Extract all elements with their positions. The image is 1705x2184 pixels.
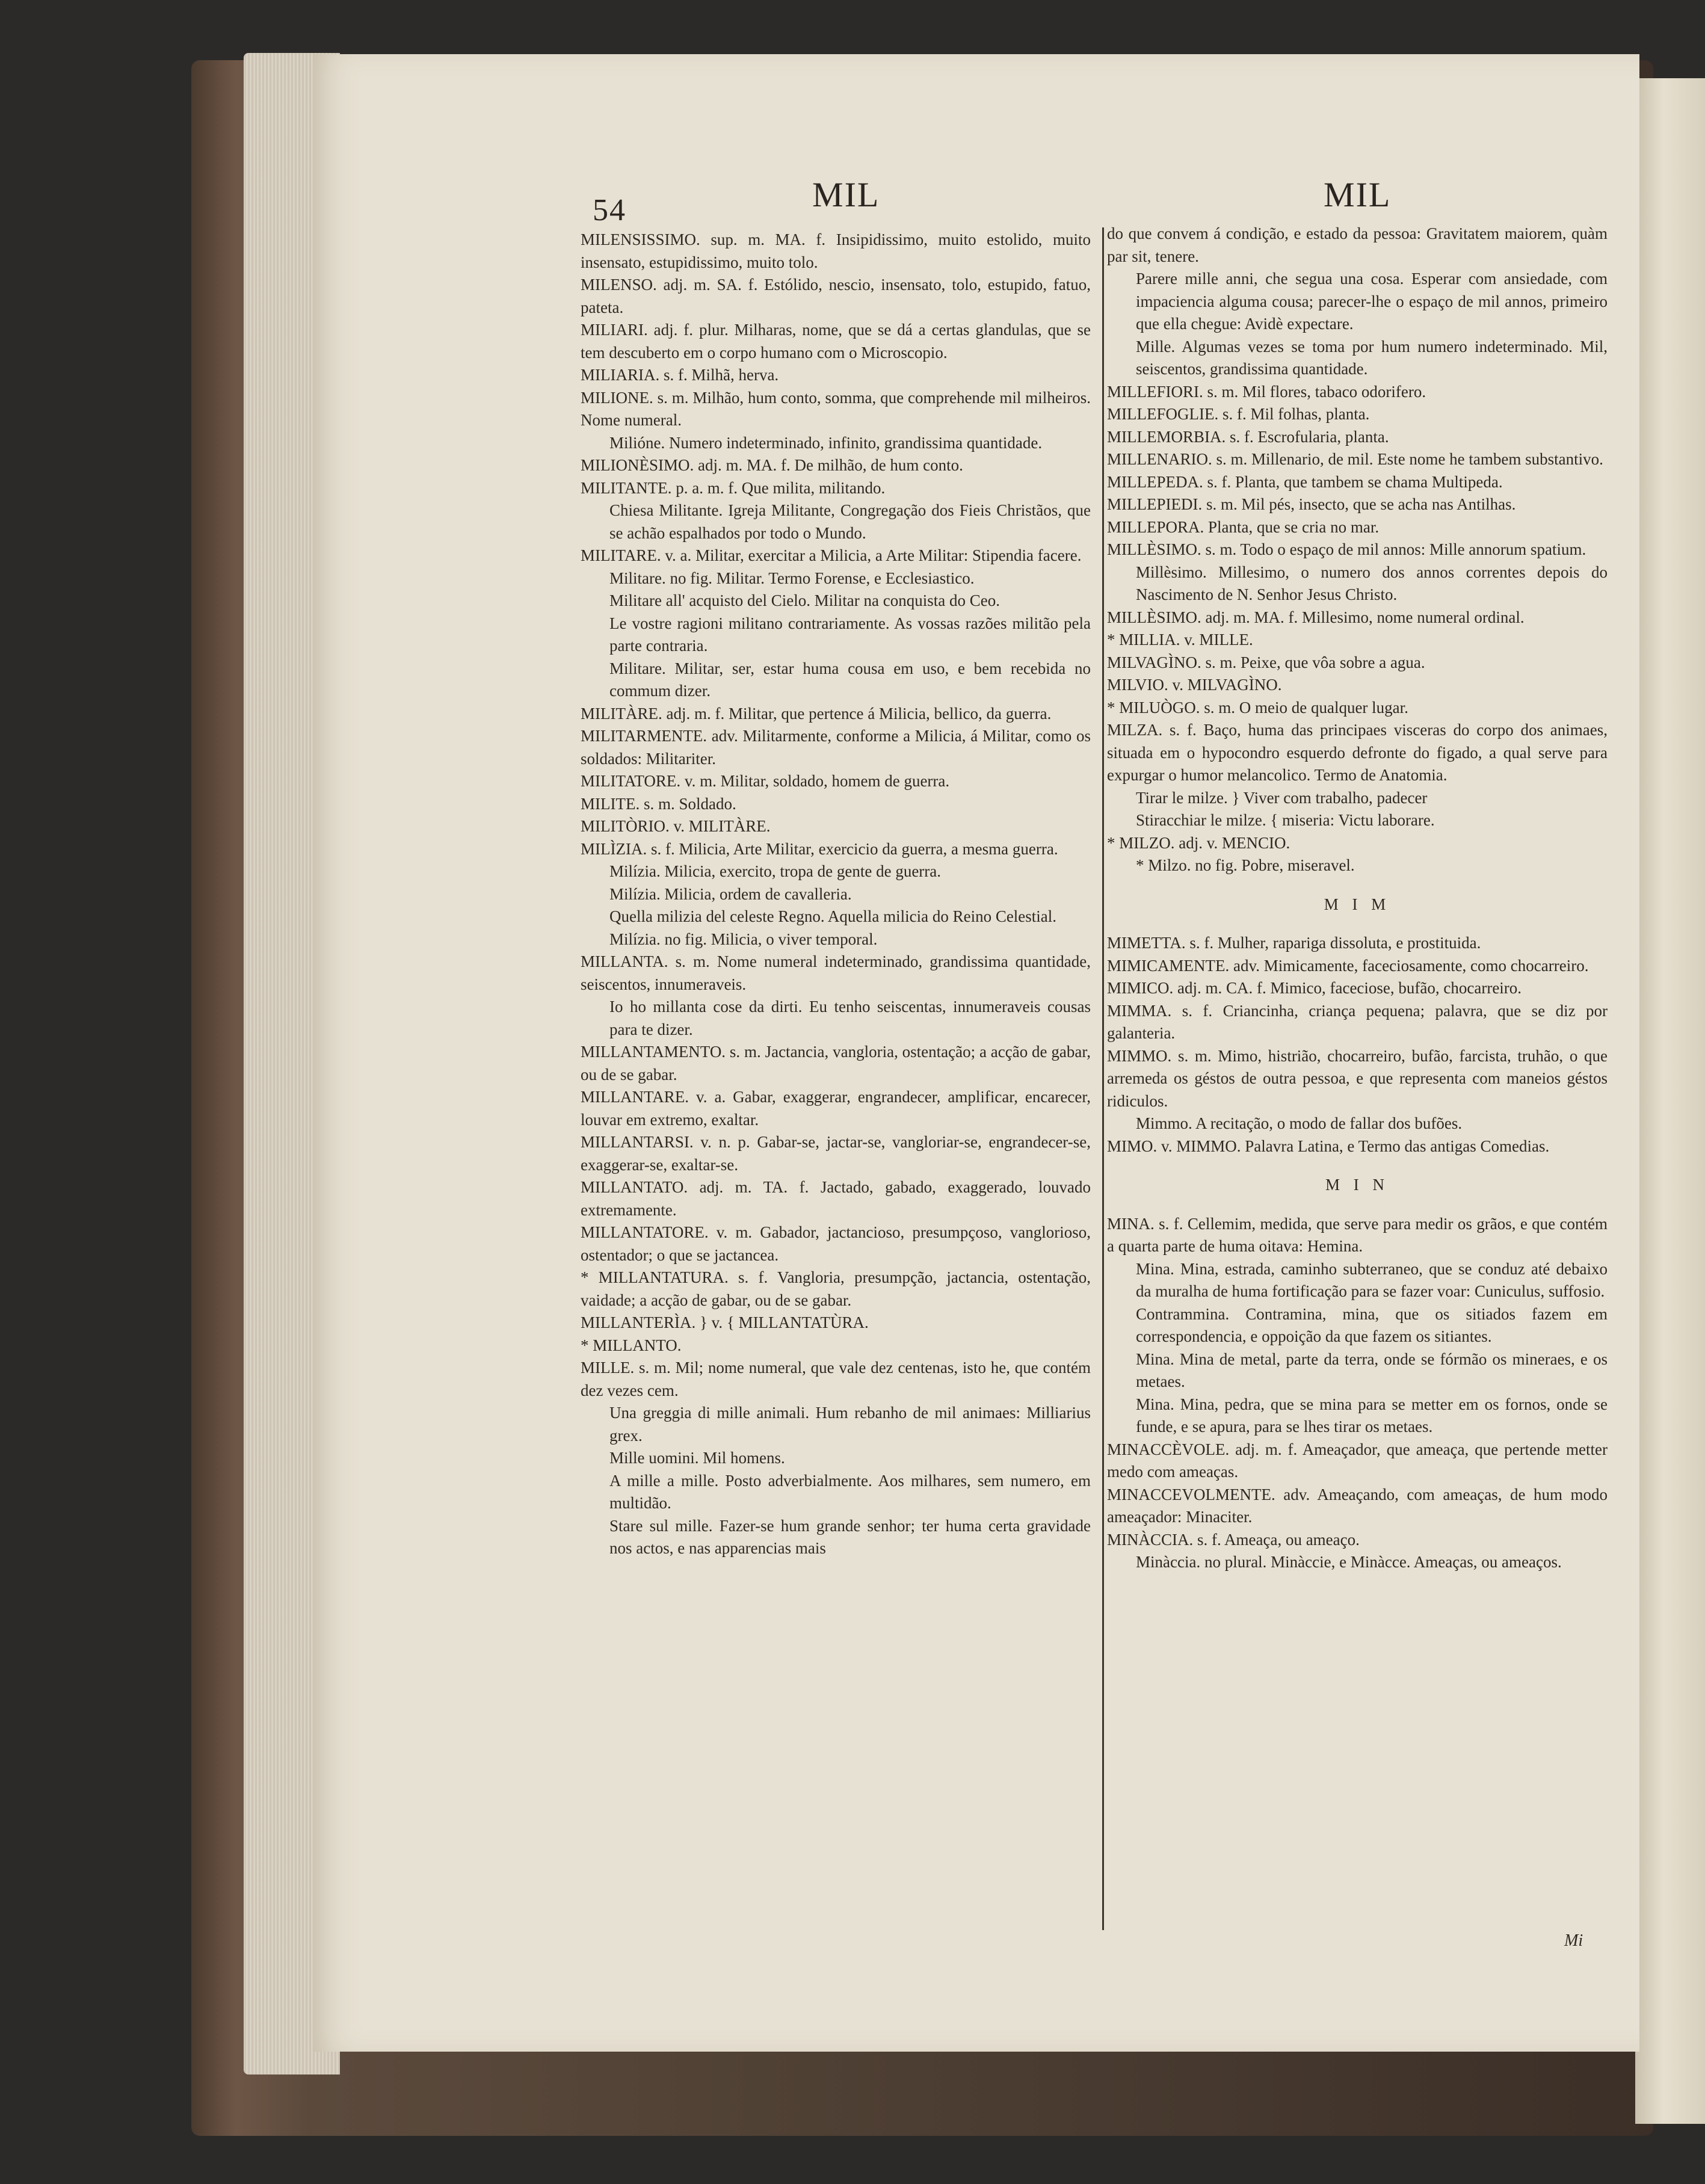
dictionary-entry: MILIONÈSIMO. adj. m. MA. f. De milhão, de hum conto. <box>581 456 963 474</box>
dictionary-entry: MIMETTA. s. f. Mulher, rapariga dissoluta, e prostituida. <box>1107 934 1481 952</box>
dictionary-entry: MILIONE. s. m. Milhão, hum conto, somma, que comprehende mil milheiros. Nome numeral. <box>581 388 1091 429</box>
dictionary-entry: MILIARIA. s. f. Milhã, herva. <box>581 366 779 384</box>
dictionary-entry: MILLÈSIMO. adj. m. MA. f. Millesimo, nome numeral ordinal. <box>1107 608 1525 626</box>
dictionary-entry: Mille. Algumas vezes se toma por hum numero indeterminado. Mil, seiscentos, grandissima quantidade. <box>1136 337 1608 378</box>
dictionary-entry: MILLEFIORI. s. m. Mil flores, tabaco odorifero. <box>1107 382 1426 401</box>
dictionary-entry: Militare all' acquisto del Cielo. Militar na conquista do Ceo. <box>609 591 1000 609</box>
section-heading: M I M <box>1324 895 1391 913</box>
dictionary-entry: MILLEFOGLIE. s. f. Mil folhas, planta. <box>1107 405 1370 423</box>
dictionary-entry: MIMICO. adj. m. CA. f. Mimico, faceciose, bufão, chocarreiro. <box>1107 979 1522 997</box>
dictionary-entry: Una greggia di mille animali. Hum rebanho de mil animaes: Milliarius grex. <box>609 1404 1091 1445</box>
dictionary-entry: MIMO. v. MIMMO. Palavra Latina, e Termo das antigas Comedias. <box>1107 1137 1550 1155</box>
dictionary-entry: MILITARE. v. a. Militar, exercitar a Milicia, a Arte Militar: Stipendia facere. <box>581 546 1082 564</box>
dictionary-entry: * MILLANTATURA. s. f. Vangloria, presumpção, jactancia, ostentação, vaidade; a acção de gabar, ou de se gabar. <box>581 1268 1091 1309</box>
dictionary-entry: Mina. Mina, pedra, que se mina para se metter em os fornos, onde se funde, e se apura, para se lhes tirar os metaes. <box>1136 1395 1608 1436</box>
dictionary-entry: MIMMA. s. f. Criancinha, criança pequena; palavra, que se diz por galanteria. <box>1107 1001 1608 1042</box>
dictionary-entry: MILITE. s. m. Soldado. <box>581 794 736 813</box>
dictionary-entry: MILÌZIA. s. f. Milicia, Arte Militar, exercicio da guerra, a mesma guerra. <box>581 839 1058 858</box>
left-column <box>581 229 1091 1560</box>
dictionary-entry: do que convem á condição, e estado da pessoa: Gravitatem maiorem, quàm par sit, tenere. <box>1107 224 1608 265</box>
dictionary-entry: Chiesa Militante. Igreja Militante, Congregação dos Fieis Christãos, que se achão espalhados por todo o Mundo. <box>609 501 1091 542</box>
dictionary-entry: MILITATORE. v. m. Militar, soldado, homem de guerra. <box>581 772 950 790</box>
dictionary-entry: Milióne. Numero indeterminado, infinito, grandissima quantidade. <box>609 433 1043 452</box>
right-column <box>1107 223 1608 1574</box>
running-head-left: MIL <box>812 175 880 214</box>
dictionary-entry: MILITÀRE. adj. m. f. Militar, que pertence á Milicia, bellico, da guerra. <box>581 704 1052 723</box>
dictionary-entry: MILLEMORBIA. s. f. Escrofularia, planta. <box>1107 427 1389 446</box>
dictionary-entry: Milízia. no fig. Milicia, o viver temporal. <box>609 930 878 948</box>
running-head-right: MIL <box>1324 175 1392 214</box>
dictionary-entry: MILLANTA. s. m. Nome numeral indeterminado, grandissima quantidade, seiscentos, innumeraveis. <box>581 952 1091 993</box>
dictionary-entry: MILLÈSIMO. s. m. Todo o espaço de mil annos: Mille annorum spatium. <box>1107 540 1586 558</box>
dictionary-entry: Minàccia. no plural. Minàccie, e Minàcce. Ameaças, ou ameaços. <box>1136 1553 1562 1571</box>
page-number: 54 <box>593 193 626 227</box>
dictionary-entry: Militare. Militar, ser, estar huma cousa em uso, e bem recebida no commum dizer. <box>609 659 1091 700</box>
dictionary-entry: MILLENARIO. s. m. Millenario, de mil. Este nome he tambem substantivo. <box>1107 450 1603 468</box>
dictionary-entry: * MILLIA. v. MILLE. <box>1107 631 1253 649</box>
dictionary-entry: MILITÒRIO. v. MILITÀRE. <box>581 817 771 835</box>
dictionary-entry: Parere mille anni, che segua una cosa. Esperar com ansiedade, com impaciencia alguma cousa; parecer-lhe o espaço de mil annos, primeiro que ella chegue: Avidè expectare. <box>1136 270 1608 333</box>
dictionary-entry: Io ho millanta cose da dirti. Eu tenho seiscentas, innumeraveis cousas para te dizer. <box>609 998 1091 1038</box>
column-rule <box>1102 227 1104 1930</box>
dictionary-entry: Milízia. Milicia, exercito, tropa de gente de guerra. <box>609 862 942 880</box>
dictionary-entry: Mina. Mina de metal, parte da terra, onde se fórmão os mineraes, e os metaes. <box>1136 1350 1608 1390</box>
dictionary-entry: MILLANTATO. adj. m. TA. f. Jactado, gabado, exaggerado, louvado extremamente. <box>581 1178 1091 1219</box>
dictionary-entry: * Milzo. no fig. Pobre, miseravel. <box>1136 856 1355 874</box>
dictionary-entry: MILLANTAMENTO. s. m. Jactancia, vangloria, ostentação; a acção de gabar, ou de se gabar. <box>581 1043 1091 1084</box>
dictionary-entry: Stare sul mille. Fazer-se hum grande senhor; ter huma certa gravidade nos actos, e nas apparencias mais <box>609 1516 1091 1557</box>
dictionary-entry: MILVIO. v. MILVAGÌNO. <box>1107 676 1282 694</box>
dictionary-entry: MIMICAMENTE. adv. Mimicamente, faceciosamente, como chocarreiro. <box>1107 956 1589 975</box>
dictionary-entry: MIMMO. s. m. Mimo, histrião, chocarreiro, bufão, farcista, truhão, o que arremeda os géstos de outra pessoa, e que representa com maneios géstos ridiculos. <box>1107 1046 1608 1110</box>
dictionary-entry: MILLEPORA. Planta, que se cria no mar. <box>1107 517 1380 536</box>
dictionary-entry: MILLANTATORE. v. m. Gabador, jactancioso, presumpçoso, vanglorioso, ostentador; o que se jactancea. <box>581 1223 1091 1264</box>
dictionary-entry: MILLANTARSI. v. n. p. Gabar-se, jactar-se, vangloriar-se, engrandecer-se, exaggerar-se, exaltar-se. <box>581 1133 1091 1174</box>
catchword: Mi <box>1564 1931 1583 1950</box>
facing-page-edge <box>1635 78 1705 2124</box>
dictionary-entry: * MILLANTO. <box>581 1336 682 1354</box>
dictionary-entry: * MILUÒGO. s. m. O meio de qualquer lugar. <box>1107 698 1408 717</box>
dictionary-entry: Militare. no fig. Militar. Termo Forense, e Ecclesiastico. <box>609 569 975 587</box>
dictionary-entry: MILENSO. adj. m. SA. f. Estólido, nescio, insensato, tolo, estupido, fatuo, pateta. <box>581 276 1091 316</box>
dictionary-entry: MILLEPIEDI. s. m. Mil pés, insecto, que se acha nas Antilhas. <box>1107 495 1516 513</box>
dictionary-entry: Tirar le milze. } Viver com trabalho, padecer <box>1136 788 1428 807</box>
dictionary-entry: MILLEPEDA. s. f. Planta, que tambem se chama Multipeda. <box>1107 472 1503 491</box>
dictionary-entry: MILENSISSIMO. sup. m. MA. f. Insipidissimo, muito estolido, muito insensato, estupidissimo, muito tolo. <box>581 230 1091 271</box>
dictionary-entry: * MILZO. adj. v. MENCIO. <box>1107 833 1290 852</box>
dictionary-entry: Millèsimo. Millesimo, o numero dos annos correntes depois do Nascimento de N. Senhor Jesus Christo. <box>1136 563 1608 603</box>
dictionary-entry: Mina. Mina, estrada, caminho subterraneo, que se conduz até debaixo da muralha de huma fortificação para se fazer voar: Cuniculus, suffosio. <box>1136 1259 1608 1300</box>
dictionary-entry: MILLANTARE. v. a. Gabar, exaggerar, engrandecer, amplificar, encarecer, louvar em extremo, exaltar. <box>581 1088 1091 1129</box>
dictionary-entry: MILLANTERÌA. } v. { MILLANTATÙRA. <box>581 1313 869 1331</box>
dictionary-entry: MILITARMENTE. adv. Militarmente, conforme a Milicia, á Militar, como os soldados: Militariter. <box>581 727 1091 768</box>
dictionary-entry: A mille a mille. Posto adverbialmente. Aos milhares, sem numero, em multidão. <box>609 1471 1091 1512</box>
dictionary-entry: MINACCEVOLMENTE. adv. Ameaçando, com ameaças, de hum modo ameaçador: Minaciter. <box>1107 1485 1608 1526</box>
dictionary-entry: Quella milizia del celeste Regno. Aquella milicia do Reino Celestial. <box>609 907 1057 925</box>
dictionary-entry: MILVAGÌNO. s. m. Peixe, que vôa sobre a agua. <box>1107 653 1425 671</box>
dictionary-entry: MILZA. s. f. Baço, huma das principaes visceras do corpo dos animaes, situada em o hypocondro esquerdo defronte do figado, a qual serve para expurgar o humor melancolico. Termo de Anatomia. <box>1107 721 1608 784</box>
dictionary-entry: MINÀCCIA. s. f. Ameaça, ou ameaço. <box>1107 1530 1360 1549</box>
dictionary-entry: Le vostre ragioni militano contrariamente. As vossas razões militão pela parte contraria. <box>609 614 1091 655</box>
dictionary-entry: MILITANTE. p. a. m. f. Que milita, militando. <box>581 478 886 497</box>
dictionary-entry: MINA. s. f. Cellemim, medida, que serve para medir os grãos, e que contém a quarta parte de huma oitava: Hemina. <box>1107 1214 1608 1255</box>
dictionary-entry: Stiracchiar le milze. { miseria: Victu laborare. <box>1136 811 1435 829</box>
dictionary-entry: Contrammina. Contramina, mina, que os sitiados fazem em correspondencia, e oppoição da que fazem os sitiantes. <box>1136 1304 1608 1345</box>
dictionary-entry: Mimmo. A recitação, o modo de fallar dos bufões. <box>1136 1114 1463 1132</box>
dictionary-entry: Mille uomini. Mil homens. <box>609 1449 785 1467</box>
dictionary-entry: MINACCÈVOLE. adj. m. f. Ameaçador, que ameaça, que pertende metter medo com ameaças. <box>1107 1440 1608 1481</box>
dictionary-entry: Milízia. Milicia, ordem de cavalleria. <box>609 884 852 903</box>
dictionary-entry: MILIARI. adj. f. plur. Milharas, nome, que se dá a certas glandulas, que se tem descuberto em o corpo humano com o Microscopio. <box>581 321 1091 362</box>
dictionary-entry: MILLE. s. m. Mil; nome numeral, que vale dez centenas, isto he, que contém dez vezes cem. <box>581 1359 1091 1399</box>
section-heading: M I N <box>1325 1176 1389 1194</box>
